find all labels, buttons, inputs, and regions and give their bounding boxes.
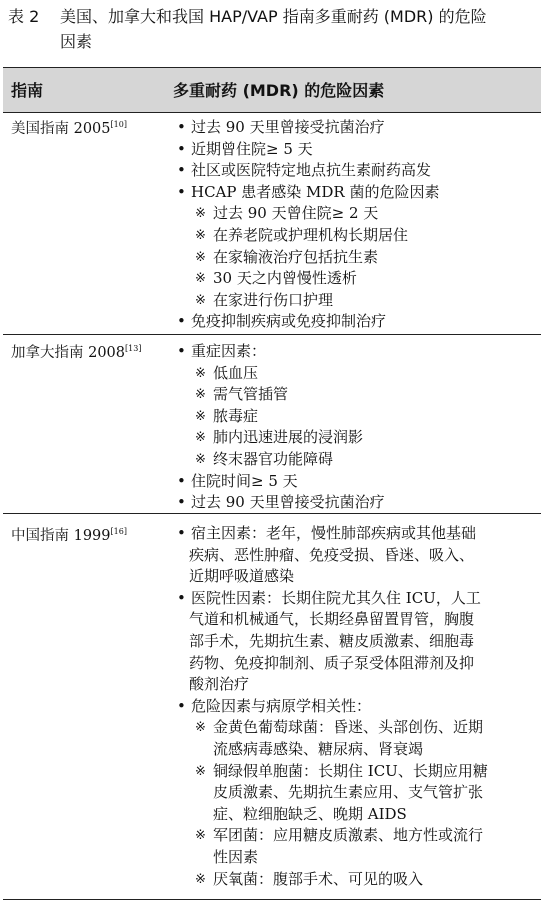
item-text: 重症因素： [191,342,267,360]
table-row-china [3,514,541,899]
bullet-item [173,523,537,545]
sub-item [173,225,537,247]
sub-item [173,363,537,385]
item-text: 金黄色葡萄球菌：昏迷、头部创伤、近期 [213,718,484,737]
bullet-item [173,588,537,610]
table-row-canada [3,335,541,513]
item-continuation [173,545,537,567]
item-text: 危险因素与病原学相关性： [191,696,372,715]
item-text: 疾病、恶性肿瘤、免疫受损、昏迷、吸入、 [189,545,475,564]
item-continuation [173,631,537,653]
item-text: 需气管插管 [213,385,289,404]
table-caption [8,4,536,54]
item-text: 近期曾住院≥ 5 天 [191,139,313,158]
item-text: 过去 90 天曾住院≥ 2 天 [213,204,379,223]
item-text: 药物、免疫抑制剂、质子泵受体阻滞剂及抑 [189,653,475,672]
table-bottom-rule [3,899,541,900]
risk-list-canada [173,341,537,514]
table-row-us [3,113,541,334]
guide-name-canada: 加拿大指南 2008[13] [11,344,142,361]
guide-name-china: 中国指南 1999[16] [11,527,127,544]
sub-item [173,247,537,269]
table-title-line1: 美国、加拿大和我国 HAP/VAP 指南多重耐药 (MDR) 的危险 [60,7,487,26]
item-continuation [173,674,537,696]
item-text: 住院时间≥ 5 天 [191,471,298,490]
sub-item [173,717,537,739]
item-text: 社区或医院特定地点抗生素耐药高发 [191,161,432,180]
item-text: 过去 90 天里曾接受抗菌治疗 [191,118,385,136]
item-text: 铜绿假单胞菌：长期住 ICU、长期应用糖 [213,761,488,780]
item-text: HCAP 患者感染 MDR 菌的危险因素 [191,182,440,201]
item-continuation [173,653,537,675]
table-header [3,68,541,112]
bullet-item [173,182,537,204]
item-text: 皮质激素、先期抗生素应用、支气管扩张 [213,783,484,802]
item-text: 在家进行伤口护理 [213,290,334,309]
bullet-item [173,492,537,514]
sub-item [173,825,537,847]
item-text: 军团菌：应用糖皮质激素、地方性或流行 [213,826,484,845]
item-text: 宿主因素：老年，慢性肺部疾病或其他基础 [191,524,477,542]
bullet-item [173,341,537,363]
item-text: 部手术，先期抗生素、糖皮质激素、细胞毒 [189,631,475,650]
item-text: 免疫抑制疾病或免疫抑制治疗 [191,312,387,331]
sub-item [173,427,537,449]
risk-list-us [173,117,537,333]
item-text: 医院性因素：长期住院尤其久住 ICU，人工 [191,588,481,607]
item-text: 近期呼吸道感染 [189,567,295,586]
item-continuation [173,847,537,869]
ref-canada: [13] [125,344,142,354]
header-guide: 指南 [11,81,44,100]
mdr-risk-table [3,67,541,900]
table-title-line2: 因素 [60,32,93,51]
item-continuation [173,804,537,826]
risk-list-china [173,523,537,890]
item-text: 酸剂治疗 [189,675,250,694]
item-text: 终末器官功能障碍 [213,449,334,468]
sub-item [173,268,537,290]
sub-item [173,203,537,225]
item-text: 厌氧菌：腹部手术、可见的吸入 [213,869,424,888]
header-risk-factors: 多重耐药 (MDR) 的危险因素 [173,81,385,100]
item-text: 在养老院或护理机构长期居住 [213,225,409,244]
item-text: 气道和机械通气，长期经鼻留置胃管，胸腹 [189,610,475,629]
item-text: 低血压 [213,363,259,382]
item-text: 肺内迅速进展的浸润影 [213,428,364,447]
sub-item [173,449,537,471]
item-text: 过去 90 天里曾接受抗菌治疗 [191,493,385,512]
sub-item [173,406,537,428]
guide-name-us: 美国指南 2005[10] [11,120,127,137]
item-text: 流感病毒感染、糖尿病、肾衰竭 [213,739,424,758]
bullet-item [173,696,537,718]
sub-item [173,869,537,891]
bullet-item [173,117,537,139]
item-text: 30 天之内曾慢性透析 [213,269,357,288]
item-continuation [173,609,537,631]
sub-item [173,290,537,312]
item-text: 症、粒细胞缺乏、晚期 AIDS [213,804,407,823]
bullet-item [173,311,537,333]
ref-china: [16] [110,527,127,537]
item-continuation [173,782,537,804]
bullet-item [173,471,537,493]
item-text: 在家输液治疗包括抗生素 [213,247,379,266]
bullet-item [173,139,537,161]
item-continuation [173,739,537,761]
item-continuation [173,566,537,588]
table-number: 表 2 [8,7,40,26]
bullet-item [173,160,537,182]
ref-us: [10] [110,120,127,130]
sub-item [173,761,537,783]
item-text: 脓毒症 [213,406,259,425]
sub-item [173,384,537,406]
item-text: 性因素 [213,847,259,866]
